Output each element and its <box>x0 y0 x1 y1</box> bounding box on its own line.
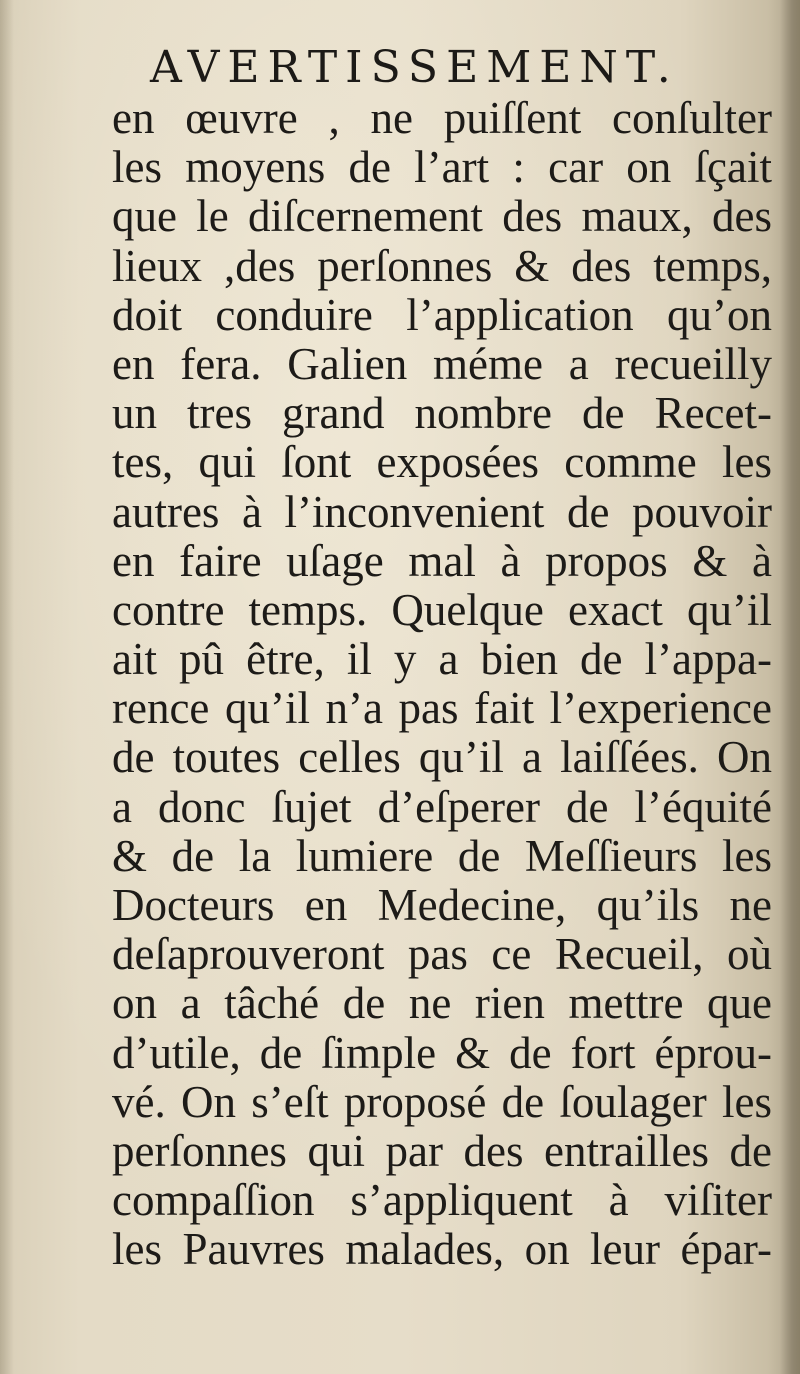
text-line: d’utile, de ſimple & de fort éprou- <box>112 1027 772 1078</box>
text-line: les Pauvres malades, on leur épar- <box>112 1224 772 1275</box>
text-line: compaſſion s’appliquent à viſiter <box>112 1175 772 1226</box>
text-line: de toutes celles qu’il a laiſſées. On <box>112 732 772 783</box>
body-text <box>112 94 772 1275</box>
text-line: Docteurs en Medecine, qu’ils ne <box>112 880 772 930</box>
text-line: autres à l’inconvenient de pouvoir <box>112 486 772 537</box>
page-gutter-shadow <box>0 0 14 1374</box>
text-line: ait pû être, il y a bien de l’appa- <box>112 634 772 685</box>
text-line: perſonnes qui par des entrailles de <box>112 1125 772 1176</box>
text-line: on a tâché de ne rien mettre que <box>112 978 772 1029</box>
text-line: en faire uſage mal à propos & à <box>112 535 772 586</box>
text-line: rence qu’il n’a pas fait l’experience <box>112 683 772 734</box>
text-line: a donc ſujet d’eſperer de l’équité <box>112 781 772 832</box>
text-line: vé. On s’eſt proposé de ſoulager les <box>112 1076 772 1127</box>
text-line: tes, qui ſont exposées comme les <box>112 437 772 488</box>
text-line: que le diſcernement des maux, des <box>112 191 772 242</box>
text-line: contre temps. Quelque exact qu’il <box>112 584 772 635</box>
text-line: doit conduire l’application qu’on <box>112 289 772 340</box>
text-line: en œuvre , ne puiſſent conſulter <box>112 93 772 143</box>
running-head: AVERTISSEMENT. <box>150 42 679 93</box>
text-line: un tres grand nombre de Recet- <box>112 388 772 439</box>
text-line: les moyens de l’art : car on ſçait <box>112 142 772 193</box>
text-line: & de la lumiere de Meſſieurs les <box>112 830 772 881</box>
text-line: lieux ,des perſonnes & des temps, <box>112 240 772 291</box>
page-edge-shadow <box>780 0 800 1374</box>
text-line: en fera. Galien méme a recueilly <box>112 338 772 389</box>
text-line: deſaprouveront pas ce Recueil, où <box>112 929 772 980</box>
